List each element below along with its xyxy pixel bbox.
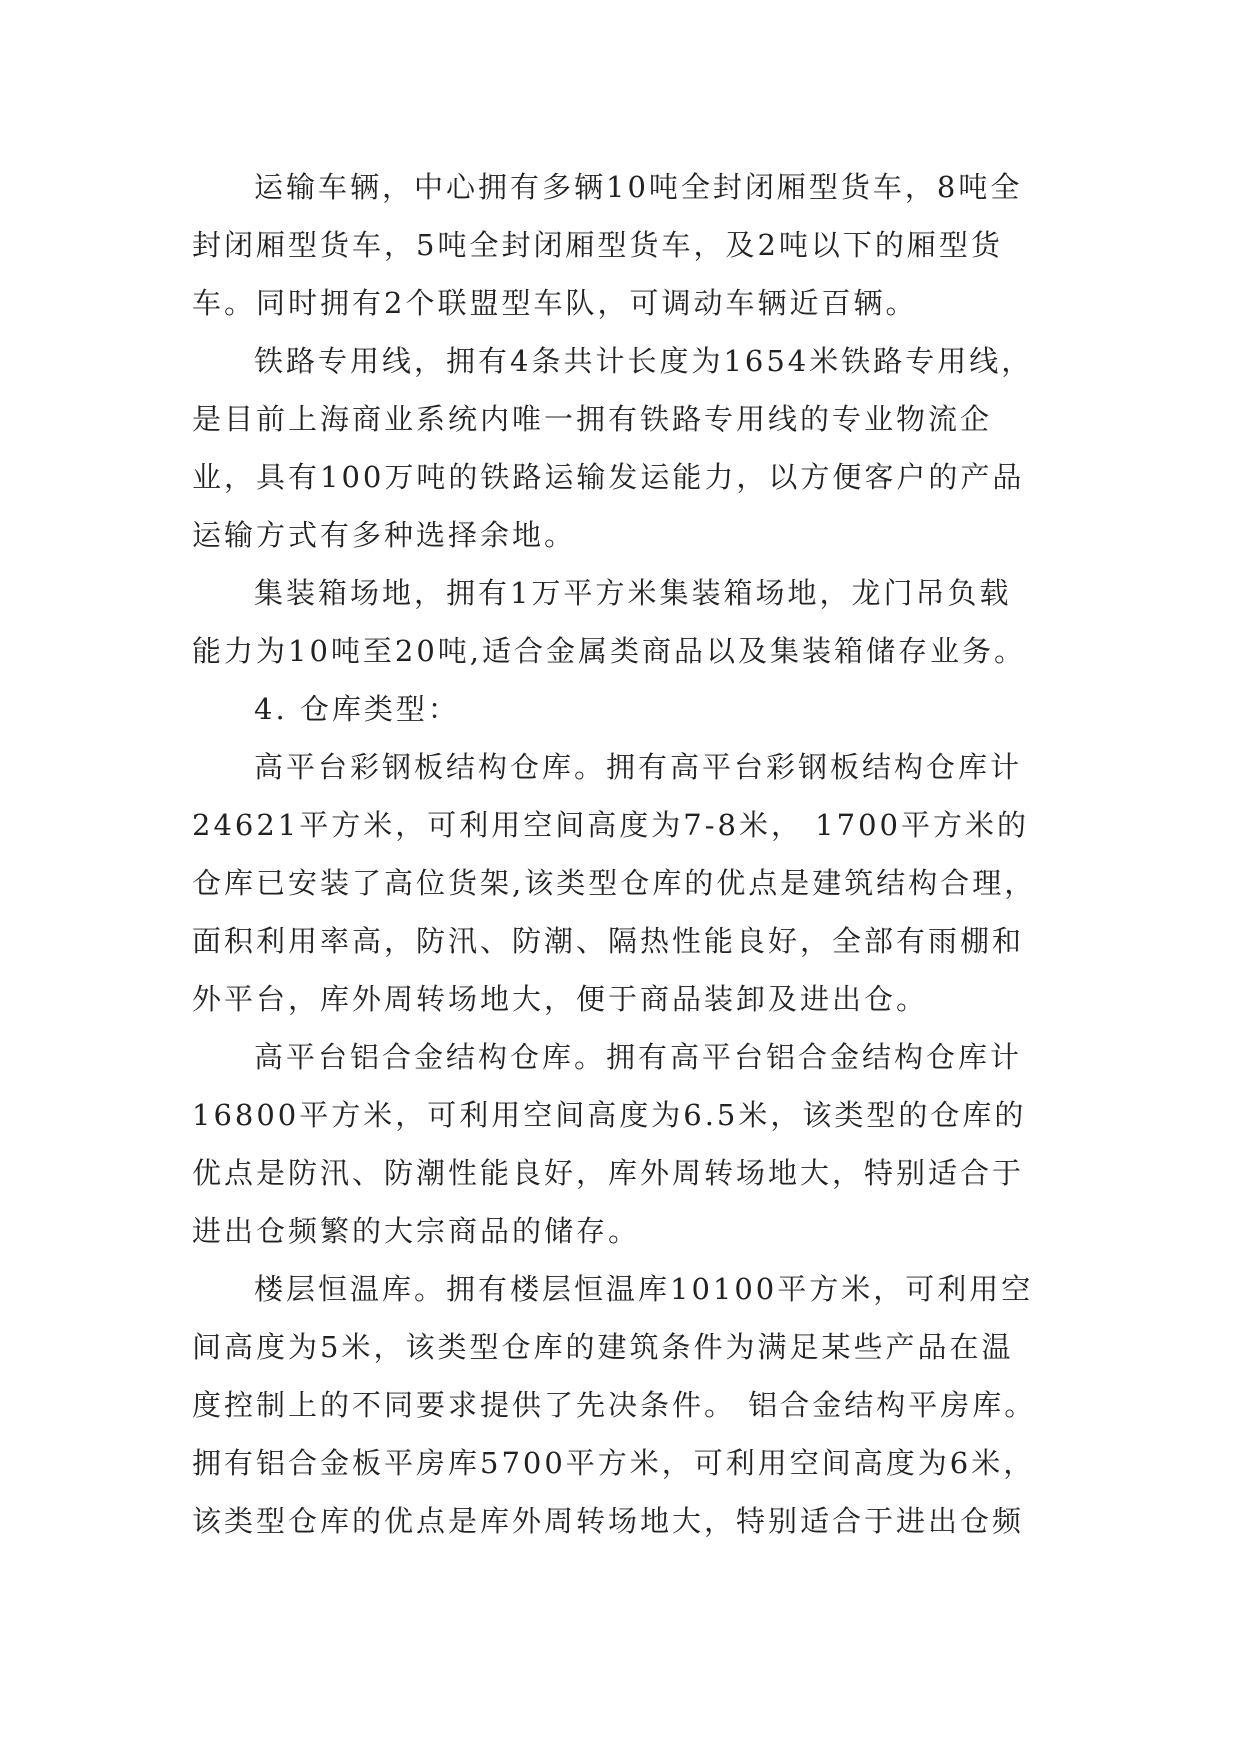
text-line: 面积利用率高，防汛、防潮、隔热性能良好，全部有雨棚和	[192, 924, 1025, 958]
text-line: 度控制上的不同要求提供了先决条件。 铝合金结构平房库。	[192, 1388, 1037, 1422]
text-line: 进出仓频繁的大宗商品的储存。	[192, 1214, 641, 1248]
text-line: 是目前上海商业系统内唯一拥有铁路专用线的专业物流企	[192, 402, 993, 436]
text-line: 铁路专用线，拥有4条共计长度为1654米铁路专用线，	[254, 344, 1034, 378]
text-line: 优点是防汛、防潮性能良好，库外周转场地大，特别适合于	[192, 1156, 1025, 1190]
text-line: 24621平方米，可利用空间高度为7-8米， 1700平方米的	[192, 808, 1029, 842]
text-line: 运输车辆，中心拥有多辆10吨全封闭厢型货车，8吨全	[254, 170, 1023, 204]
text-line: 外平台，库外周转场地大，便于商品装卸及进出仓。	[192, 982, 929, 1016]
text-line: 封闭厢型货车，5吨全封闭厢型货车，及2吨以下的厢型货	[192, 228, 1003, 262]
text-line: 16800平方米，可利用空间高度为6.5米，该类型的仓库的	[192, 1098, 1027, 1132]
text-line: 车。同时拥有2个联盟型车队，可调动车辆近百辆。	[192, 286, 918, 320]
text-line: 拥有铝合金板平房库5700平方米，可利用空间高度为6米，	[192, 1446, 1036, 1480]
text-line: 该类型仓库的优点是库外周转场地大，特别适合于进出仓频	[192, 1504, 1025, 1538]
text-line: 运输方式有多种选择余地。	[192, 518, 577, 552]
text-line: 集装箱场地，拥有1万平方米集装箱场地，龙门吊负载	[254, 576, 1012, 610]
text-line: 业，具有100万吨的铁路运输发运能力，以方便客户的产品	[192, 460, 1025, 494]
text-line: 间高度为5米，该类型仓库的建筑条件为满足某些产品在温	[192, 1330, 1014, 1364]
document-body	[192, 158, 1072, 1550]
text-line: 高平台彩钢板结构仓库。拥有高平台彩钢板结构仓库计	[254, 750, 1023, 784]
text-line: 楼层恒温库。拥有楼层恒温库10100平方米，可利用空	[254, 1272, 1034, 1306]
text-line: 高平台铝合金结构仓库。拥有高平台铝合金结构仓库计	[254, 1040, 1023, 1074]
text-line: 能力为10吨至20吨,适合金属类商品以及集装箱储存业务。	[192, 634, 1027, 668]
section-heading: 4. 仓库类型：	[254, 692, 460, 726]
text-line: 仓库已安装了高位货架,该类型仓库的优点是建筑结构合理，	[192, 866, 1037, 900]
